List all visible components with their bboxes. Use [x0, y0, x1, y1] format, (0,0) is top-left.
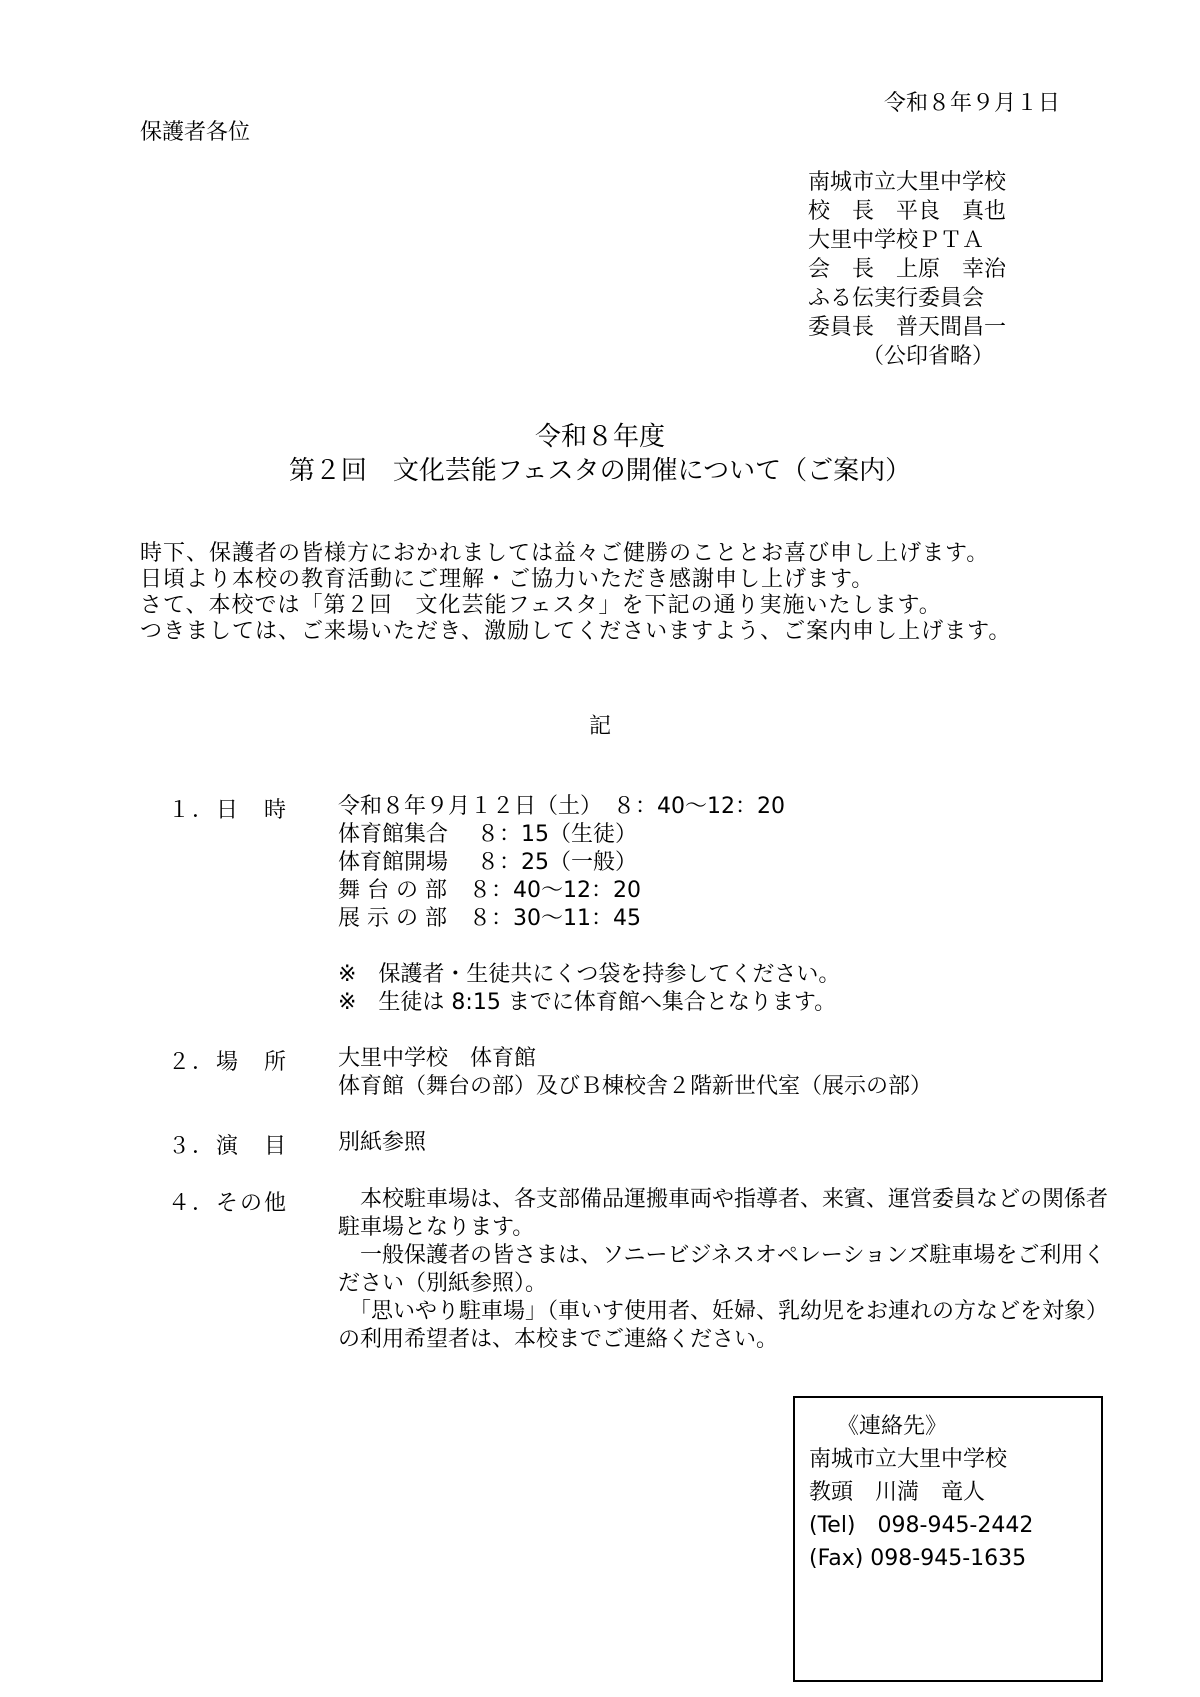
addressee: 保護者各位: [140, 120, 251, 145]
item3-label: ３．演 目: [168, 1134, 289, 1159]
item2-content: [338, 1045, 932, 1101]
item4-label: ４．その他: [168, 1191, 289, 1216]
body-line: さて、本校では「第２回 文化芸能フェスタ」を下記の通り実施いたします。: [140, 593, 942, 618]
item1-line: 令和８年９月１２日（土） ８：40～12：20: [338, 794, 785, 819]
document-title: [0, 420, 1200, 488]
contact-box: [793, 1396, 1103, 1682]
item1-line: 体育館集合 ８：15（生徒）: [338, 822, 637, 847]
sender-line: 南城市立大里中学校: [808, 170, 1007, 195]
body-line: つきましては、ご来場いただき、激励してくださいますよう、ご案内申し上げます。: [140, 619, 1012, 644]
item1-content: [338, 793, 840, 1017]
contact-fax: (Fax) 098-945-1635: [809, 1546, 1027, 1571]
sender-line: 大里中学校ＰＴＡ: [808, 228, 985, 253]
item4-content: [338, 1186, 1108, 1354]
item4-paragraph: 「思いやり駐車場」（車いす使用者、妊婦、乳幼児をお連れの方などを対象）の利用希望者は、本校までご連絡ください。: [338, 1299, 1109, 1352]
sender-line: ふる伝実行委員会: [808, 286, 985, 311]
contact-tel: (Tel) 098-945-2442: [809, 1513, 1034, 1538]
item4-paragraph: 一般保護者の皆さまは、ソニービジネスオペレーションズ駐車場をご利用ください（別紙参照）。: [338, 1243, 1106, 1296]
sender-line: 校 長 平良 真也: [808, 199, 1007, 224]
item1-note: ※ 生徒は 8:15 までに体育館へ集合となります。: [338, 990, 837, 1015]
contact-heading: 《連絡先》: [837, 1414, 948, 1439]
title-line-1: 令和８年度: [534, 422, 665, 452]
senders-block: [808, 168, 1006, 371]
ki-heading: 記: [588, 714, 611, 739]
contact-person: 教頭 川満 竜人: [809, 1480, 986, 1505]
sender-line: 会 長 上原 幸治: [808, 257, 1007, 282]
contact-school: 南城市立大里中学校: [809, 1447, 1008, 1472]
title-line-2: 第２回 文化芸能フェスタの開催について（ご案内）: [288, 456, 912, 486]
body-line: 日頃より本校の教育活動にご理解・ご協力いただき感謝申し上げます。: [140, 567, 875, 592]
item1-label: １．日 時: [168, 798, 289, 823]
item1-line: 展 示 の 部 ８：30～11：45: [338, 906, 641, 931]
seal-omitted-note: （公印省略）: [862, 344, 995, 369]
item2-line: 大里中学校 体育館: [338, 1046, 537, 1071]
sender-line: 委員長 普天間昌一: [808, 315, 1007, 340]
greeting-body: [140, 541, 1011, 645]
item2-line: 体育館（舞台の部）及びＢ棟校舎２階新世代室（展示の部）: [338, 1074, 933, 1099]
item1-note: ※ 保護者・生徒共にくつ袋を持参してください。: [338, 962, 841, 987]
item4-paragraph: 本校駐車場は、各支部備品運搬車両や指導者、来賓、運営委員などの関係者駐車場となります。: [338, 1187, 1109, 1240]
item3-content: 別紙参照: [338, 1130, 427, 1155]
item2-label: ２．場 所: [168, 1050, 289, 1075]
item1-line: 舞 台 の 部 ８：40～12：20: [338, 878, 641, 903]
body-line: 時下、保護者の皆様方におかれましては益々ご健勝のこととお喜び申し上げます。: [140, 541, 990, 566]
document-date: 令和８年９月１日: [883, 91, 1060, 116]
item1-line: 体育館開場 ８：25（一般）: [338, 850, 637, 875]
